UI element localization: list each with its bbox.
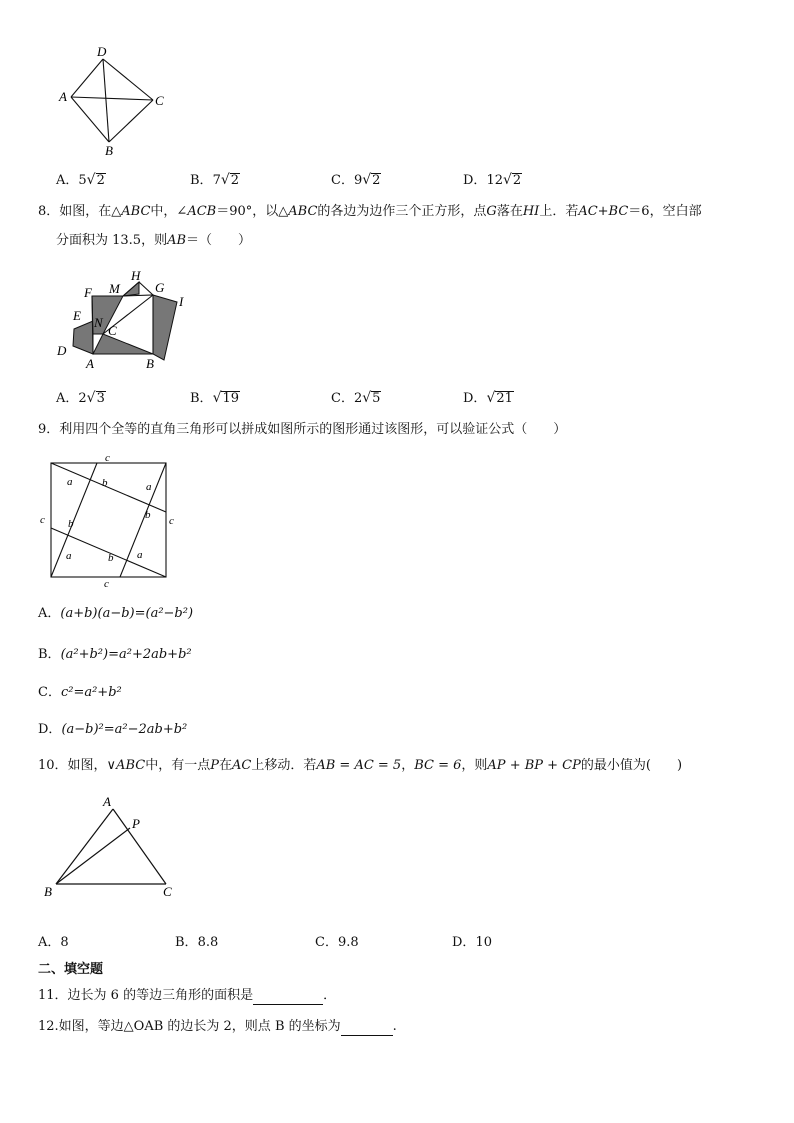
shaded-left-square-piece bbox=[73, 321, 93, 354]
math-abc: ABC bbox=[121, 204, 151, 219]
stem-text: ＝90°，以△ bbox=[216, 204, 289, 219]
q10-option-a[interactable] bbox=[38, 935, 69, 951]
point-label-p: P bbox=[132, 816, 140, 831]
point-label-m: M bbox=[109, 281, 120, 296]
option-letter: B． bbox=[38, 647, 61, 662]
math-triangle: ∨ABC bbox=[106, 758, 146, 773]
option-letter: B． bbox=[175, 935, 198, 950]
stem-text: 分面积为 13.5，则 bbox=[56, 233, 168, 248]
radical-sign: √ bbox=[502, 172, 512, 188]
stem-end: . bbox=[392, 1019, 397, 1034]
option-coefficient: 12 bbox=[486, 173, 503, 188]
option-letter: A． bbox=[56, 173, 79, 188]
q8-option-b[interactable] bbox=[190, 390, 240, 407]
option-letter: D． bbox=[38, 722, 62, 737]
math-ac: AC bbox=[231, 758, 252, 773]
point-label-c: C bbox=[155, 93, 164, 108]
math-ac-plus-bc: AC+BC bbox=[578, 204, 629, 219]
point-label-c: C bbox=[163, 884, 172, 899]
radical-sign: √ bbox=[212, 390, 222, 406]
math-sum: AP + BP + CP bbox=[487, 758, 581, 773]
q8-stem-line2 bbox=[56, 233, 251, 249]
option-radicand: 5 bbox=[372, 391, 381, 406]
option-formula: (a+b)(a−b)=(a²−b²) bbox=[60, 606, 194, 621]
q9-option-d[interactable] bbox=[38, 722, 187, 738]
section-heading: 二、填空题 bbox=[38, 962, 104, 977]
leg-label-a: a bbox=[137, 549, 143, 561]
point-label-a: A bbox=[86, 356, 94, 371]
option-radicand: 2 bbox=[96, 173, 105, 188]
question-number: 8． bbox=[38, 204, 60, 219]
stem-text: ， bbox=[401, 758, 415, 773]
figure-q9-pythagoras-square bbox=[36, 450, 186, 590]
segment-bp bbox=[56, 828, 130, 884]
q7-option-b[interactable] bbox=[190, 172, 240, 189]
point-label-n: N bbox=[94, 315, 103, 330]
answer-bracket: ＝（ ） bbox=[186, 233, 252, 248]
point-label-g: G bbox=[155, 280, 165, 295]
option-letter: C． bbox=[331, 391, 354, 406]
q7-option-c[interactable] bbox=[331, 172, 381, 189]
radical-sign: √ bbox=[86, 390, 96, 406]
option-formula: c²=a²+b² bbox=[60, 685, 122, 700]
figure-q7-quadrilateral bbox=[55, 42, 180, 160]
option-radicand: 2 bbox=[372, 173, 381, 188]
option-radicand: 2 bbox=[512, 173, 522, 188]
shaded-right-piece bbox=[153, 295, 177, 360]
answer-blank[interactable] bbox=[253, 988, 323, 1005]
option-coefficient: 7 bbox=[212, 173, 221, 188]
option-radicand: 19 bbox=[222, 391, 240, 406]
segment-dc bbox=[103, 59, 153, 100]
side-label-c-bottom: c bbox=[104, 578, 109, 590]
side-label-c-left: c bbox=[40, 514, 45, 526]
option-letter: B． bbox=[190, 391, 213, 406]
point-label-i: I bbox=[179, 294, 184, 309]
option-letter: D． bbox=[452, 935, 476, 950]
figure-q8-squares bbox=[55, 266, 195, 376]
option-coefficient: 5 bbox=[78, 173, 87, 188]
point-label-a: A bbox=[103, 794, 111, 809]
option-letter: C． bbox=[38, 685, 61, 700]
option-coefficient: 9 bbox=[353, 173, 363, 188]
q9-stem: 9．利用四个全等的直角三角形可以拼成如图所示的图形通过该图形，可以验证公式（ ） bbox=[38, 422, 567, 437]
point-label-h: H bbox=[131, 268, 141, 283]
stem-text: 如图，在△ bbox=[59, 204, 122, 219]
option-letter: A． bbox=[38, 935, 61, 950]
option-coefficient: 2 bbox=[353, 391, 363, 406]
stem-text: 12.如图，等边△OAB 的边长为 2，则点 B 的坐标为 bbox=[38, 1019, 341, 1034]
option-radicand: 21 bbox=[496, 391, 513, 406]
point-label-d: D bbox=[57, 343, 67, 358]
option-letter: A． bbox=[56, 391, 79, 406]
option-value: 8 bbox=[60, 935, 69, 950]
segment-db bbox=[103, 59, 109, 142]
stem-text: 上移动．若 bbox=[251, 758, 317, 773]
math-equation: BC = 6 bbox=[414, 758, 462, 773]
math-ab: AB bbox=[167, 233, 187, 248]
figure-q10-triangle bbox=[40, 792, 190, 902]
option-letter: C． bbox=[331, 173, 354, 188]
option-value: 8.8 bbox=[197, 935, 219, 950]
option-letter: C． bbox=[315, 935, 338, 950]
q9-option-c[interactable] bbox=[38, 685, 122, 701]
segment-ac bbox=[71, 97, 153, 100]
segment-left-diagonal bbox=[51, 463, 97, 577]
stem-text: 11．边长为 6 的等边三角形的面积是 bbox=[38, 988, 254, 1003]
segment-cb bbox=[109, 100, 153, 142]
radical-sign: √ bbox=[486, 390, 496, 406]
option-coefficient: 2 bbox=[78, 391, 87, 406]
stem-text: 上．若 bbox=[539, 204, 579, 219]
radical-sign: √ bbox=[362, 390, 372, 406]
point-label-f: F bbox=[84, 285, 92, 300]
q9-option-a[interactable] bbox=[38, 606, 193, 622]
leg-label-b: b bbox=[68, 518, 74, 530]
stem-text: 在 bbox=[218, 758, 232, 773]
q7-option-a[interactable] bbox=[56, 172, 106, 189]
stem-text: 落在 bbox=[496, 204, 523, 219]
q8-option-a[interactable] bbox=[56, 390, 106, 407]
q10-option-c[interactable] bbox=[315, 935, 359, 951]
stem-text: 10．如图， bbox=[38, 758, 107, 773]
point-label-b: B bbox=[44, 884, 52, 899]
option-value: 10 bbox=[475, 935, 492, 950]
option-formula: (a²+b²)=a²+2ab+b² bbox=[60, 647, 192, 662]
radical-sign: √ bbox=[86, 172, 96, 188]
shaded-bottom-triangle bbox=[93, 334, 153, 354]
option-radicand: 2 bbox=[230, 173, 240, 188]
math-hi: HI bbox=[522, 204, 540, 219]
q8-stem-line1 bbox=[38, 204, 702, 220]
q11-stem bbox=[38, 988, 336, 1005]
math-g: G bbox=[486, 204, 497, 219]
answer-bracket: 的最小值为( ) bbox=[580, 758, 683, 773]
q12-stem bbox=[38, 1019, 397, 1036]
leg-label-b: b bbox=[102, 477, 108, 489]
radical-sign: √ bbox=[362, 172, 372, 188]
option-radicand: 3 bbox=[96, 391, 105, 406]
math-p: P bbox=[210, 758, 219, 773]
q8-option-d[interactable] bbox=[463, 390, 514, 407]
stem-text: 中，∠ bbox=[150, 204, 188, 219]
point-label-b: B bbox=[146, 356, 154, 371]
q10-stem bbox=[38, 758, 682, 774]
radical-sign: √ bbox=[220, 172, 230, 188]
leg-label-a: a bbox=[67, 476, 73, 488]
point-label-a: A bbox=[59, 89, 67, 104]
segment-hg bbox=[139, 282, 153, 295]
point-label-e: E bbox=[73, 308, 81, 323]
side-label-c-top: c bbox=[105, 452, 110, 464]
leg-label-b: b bbox=[145, 509, 151, 521]
point-label-b: B bbox=[105, 143, 113, 158]
stem-text: ＝6，空白部 bbox=[628, 204, 702, 219]
q7-option-d[interactable] bbox=[463, 172, 522, 189]
option-letter: A． bbox=[38, 606, 61, 621]
point-label-c: C bbox=[108, 323, 117, 338]
stem-text: ，则 bbox=[461, 758, 488, 773]
q10-option-d[interactable] bbox=[452, 935, 492, 951]
stem-text: 中，有一点 bbox=[145, 758, 211, 773]
answer-blank[interactable] bbox=[341, 1019, 393, 1036]
segment-ab bbox=[71, 97, 109, 142]
leg-label-a: a bbox=[146, 481, 152, 493]
math-abc: ABC bbox=[288, 204, 318, 219]
q9-option-b[interactable] bbox=[38, 647, 192, 663]
point-label-d: D bbox=[97, 44, 107, 59]
stem-text: 的各边为边作三个正方形，点 bbox=[317, 204, 487, 219]
option-formula: (a−b)²=a²−2ab+b² bbox=[61, 722, 188, 737]
q10-option-b[interactable] bbox=[175, 935, 218, 951]
leg-label-b: b bbox=[108, 552, 114, 564]
segment-ab bbox=[56, 809, 113, 884]
side-label-c-right: c bbox=[169, 515, 174, 527]
leg-label-a: a bbox=[66, 550, 72, 562]
stem-end: ． bbox=[323, 988, 337, 1003]
math-equation: AB = AC = 5 bbox=[316, 758, 402, 773]
segment-da bbox=[71, 59, 103, 97]
option-letter: D． bbox=[463, 391, 487, 406]
math-acb: ACB bbox=[187, 204, 217, 219]
option-letter: D． bbox=[463, 173, 487, 188]
option-value: 9.8 bbox=[337, 935, 359, 950]
option-letter: B． bbox=[190, 173, 213, 188]
q8-option-c[interactable] bbox=[331, 390, 381, 407]
